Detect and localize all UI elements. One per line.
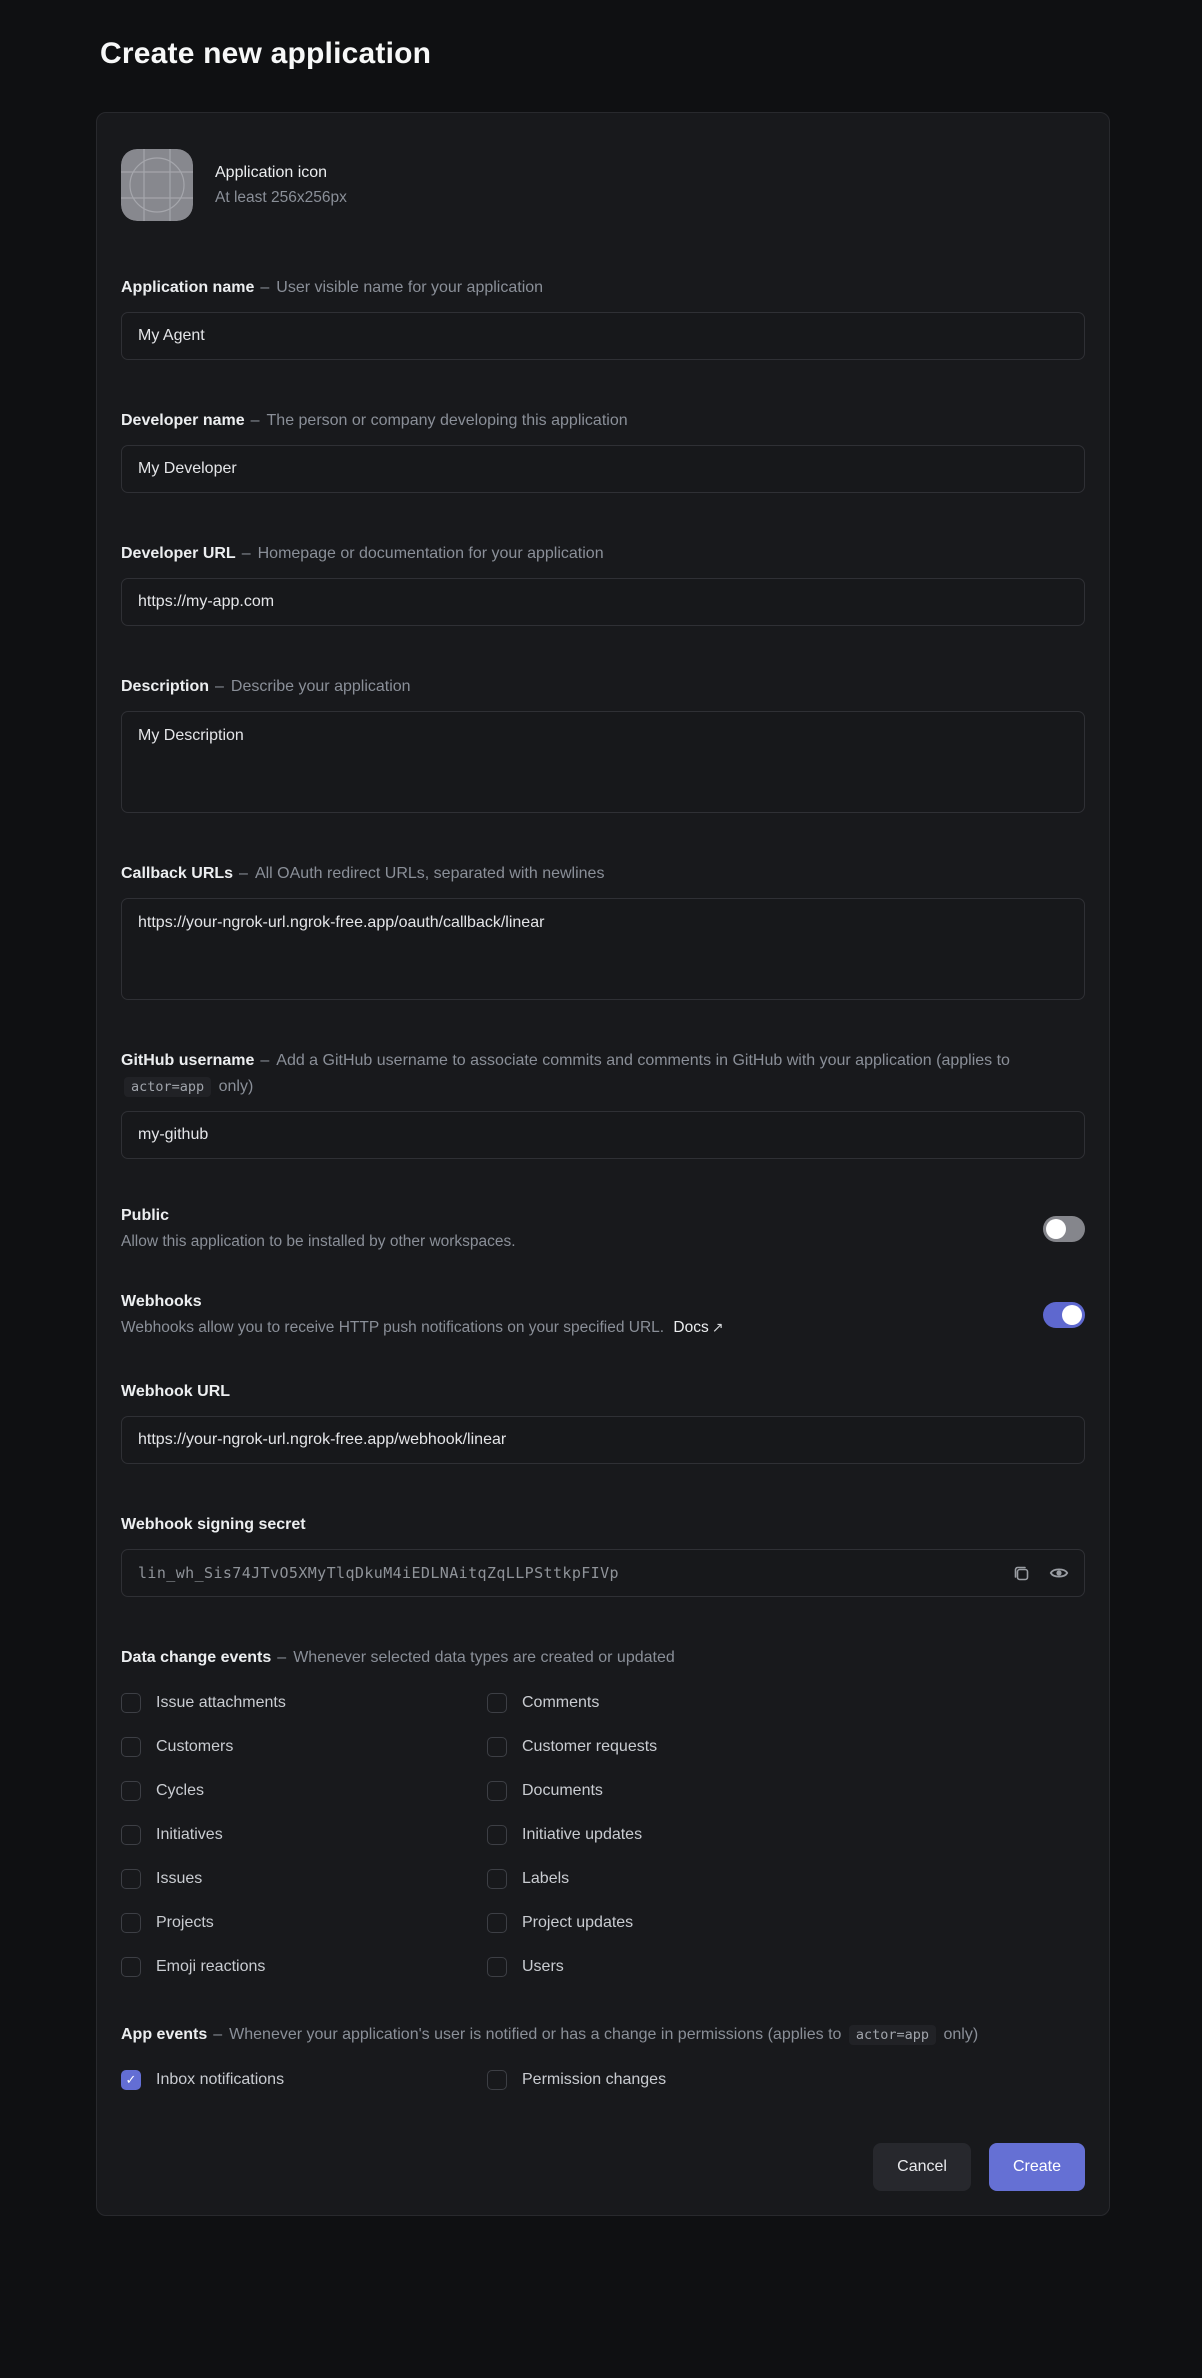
data-change-events-label: Data change events bbox=[121, 1649, 272, 1666]
field-application-name bbox=[121, 275, 1085, 360]
app-events-grid bbox=[121, 2068, 1085, 2091]
public-description: Allow this application to be installed by other workspaces. bbox=[121, 1233, 516, 1250]
app-icon-placeholder-icon bbox=[121, 149, 193, 221]
checkbox[interactable] bbox=[487, 1693, 507, 1713]
event-checkbox-row[interactable] bbox=[487, 1867, 1085, 1890]
github-username-hint-pre: Add a GitHub username to associate commits and comments in GitHub with your application (applies to bbox=[276, 1052, 1010, 1069]
checkbox[interactable] bbox=[121, 1869, 141, 1889]
copy-button[interactable] bbox=[1010, 1562, 1032, 1584]
copy-icon bbox=[1012, 1564, 1031, 1583]
checkbox[interactable] bbox=[121, 1825, 141, 1845]
events-column-1 bbox=[121, 1691, 487, 1978]
checkbox[interactable] bbox=[487, 1913, 507, 1933]
developer-name-label: Developer name bbox=[121, 412, 245, 429]
field-developer-url bbox=[121, 541, 1085, 626]
event-checkbox-row[interactable] bbox=[121, 1955, 487, 1978]
event-checkbox-row[interactable] bbox=[121, 1779, 487, 1802]
github-username-hint-post: only) bbox=[218, 1078, 254, 1095]
event-checkbox-row[interactable] bbox=[487, 1823, 1085, 1846]
webhook-url-label: Webhook URL bbox=[121, 1383, 231, 1400]
checkbox-label: Cycles bbox=[156, 1781, 205, 1799]
checkbox[interactable] bbox=[121, 1781, 141, 1801]
checkbox[interactable] bbox=[121, 1693, 141, 1713]
label-dash bbox=[277, 1649, 286, 1666]
app-events-label: App events bbox=[121, 2026, 208, 2043]
label-dash bbox=[260, 1052, 269, 1069]
public-toggle[interactable] bbox=[1043, 1216, 1085, 1242]
event-checkbox-row[interactable] bbox=[121, 1867, 487, 1890]
field-description bbox=[121, 674, 1085, 813]
checkbox[interactable] bbox=[121, 2070, 141, 2090]
github-username-input[interactable] bbox=[121, 1111, 1085, 1159]
webhook-secret-label: Webhook signing secret bbox=[121, 1516, 306, 1533]
page-title: Create new application bbox=[100, 37, 432, 70]
create-button[interactable]: Create bbox=[989, 2143, 1085, 2191]
event-checkbox-row[interactable] bbox=[121, 2068, 487, 2091]
data-change-events-hint: Whenever selected data types are created or updated bbox=[293, 1649, 675, 1666]
github-username-label: GitHub username bbox=[121, 1052, 255, 1069]
checkbox[interactable] bbox=[487, 1957, 507, 1977]
event-checkbox-row[interactable] bbox=[487, 1955, 1085, 1978]
create-application-form bbox=[96, 112, 1110, 2216]
label-dash bbox=[242, 545, 251, 562]
checkbox-label: Permission changes bbox=[522, 2070, 667, 2088]
external-link-icon bbox=[712, 1319, 724, 1335]
checkbox-label: Inbox notifications bbox=[156, 2070, 285, 2088]
event-checkbox-row[interactable] bbox=[487, 1691, 1085, 1714]
description-textarea[interactable] bbox=[121, 711, 1085, 813]
public-toggle-row bbox=[121, 1207, 1085, 1251]
public-label: Public bbox=[121, 1207, 170, 1224]
app-events-hint-pre: Whenever your application's user is notified or has a change in permissions (applies to bbox=[229, 2026, 842, 2043]
checkbox-label: Documents bbox=[522, 1781, 603, 1799]
checkbox-label: Labels bbox=[522, 1869, 570, 1887]
app-events-column-2 bbox=[487, 2068, 1085, 2091]
toggle-knob bbox=[1062, 1305, 1082, 1325]
label-dash bbox=[239, 865, 248, 882]
checkbox-label: Emoji reactions bbox=[156, 1957, 266, 1975]
application-icon-text bbox=[215, 164, 347, 207]
webhooks-description bbox=[121, 1319, 723, 1337]
app-events-column-1 bbox=[121, 2068, 487, 2091]
webhook-secret-input bbox=[121, 1549, 1085, 1597]
actor-app-code-chip: actor=app bbox=[124, 1077, 211, 1097]
description-hint: Describe your application bbox=[230, 678, 411, 695]
event-checkbox-row[interactable] bbox=[121, 1823, 487, 1846]
webhooks-toggle-text bbox=[121, 1293, 723, 1337]
field-callback-urls bbox=[121, 861, 1085, 1000]
events-column-2 bbox=[487, 1691, 1085, 1978]
application-icon-section bbox=[121, 149, 1085, 221]
label-dash bbox=[260, 279, 269, 296]
reveal-secret-button[interactable] bbox=[1048, 1562, 1070, 1584]
toggle-knob bbox=[1046, 1219, 1066, 1239]
actor-app-code-chip: actor=app bbox=[849, 2025, 936, 2045]
checkbox[interactable] bbox=[121, 1957, 141, 1977]
application-icon-upload[interactable] bbox=[121, 149, 193, 221]
event-checkbox-row[interactable] bbox=[121, 1911, 487, 1934]
application-name-label: Application name bbox=[121, 279, 255, 296]
label-dash bbox=[251, 412, 260, 429]
checkbox[interactable] bbox=[487, 1781, 507, 1801]
webhook-secret-value: lin_wh_Sis74JTvO5XMyTlqDkuM4iEDLNAitqZqLLPSttkpFIVp bbox=[138, 1564, 619, 1582]
docs-link[interactable]: Docs bbox=[673, 1319, 709, 1336]
app-events-hint-post: only) bbox=[943, 2026, 979, 2043]
data-change-events-grid bbox=[121, 1691, 1085, 1978]
field-webhook-secret bbox=[121, 1512, 1085, 1597]
event-checkbox-row[interactable] bbox=[121, 1691, 487, 1714]
eye-icon bbox=[1049, 1563, 1069, 1583]
checkbox[interactable] bbox=[487, 1825, 507, 1845]
checkbox-label: Initiative updates bbox=[522, 1825, 643, 1843]
webhook-url-input[interactable] bbox=[121, 1416, 1085, 1464]
checkbox-label: Project updates bbox=[522, 1913, 634, 1931]
webhooks-description-text: Webhooks allow you to receive HTTP push notifications on your specified URL. bbox=[121, 1319, 665, 1336]
form-footer bbox=[121, 2143, 1085, 2191]
developer-url-input[interactable] bbox=[121, 578, 1085, 626]
checkbox-label: Projects bbox=[156, 1913, 214, 1931]
description-label: Description bbox=[121, 678, 210, 695]
webhooks-toggle[interactable] bbox=[1043, 1302, 1085, 1328]
public-toggle-text bbox=[121, 1207, 516, 1251]
event-checkbox-row[interactable] bbox=[487, 1735, 1085, 1758]
developer-name-input[interactable] bbox=[121, 445, 1085, 493]
checkbox-label: Initiatives bbox=[156, 1825, 223, 1843]
field-webhook-url bbox=[121, 1379, 1085, 1464]
label-dash bbox=[215, 678, 224, 695]
checkbox[interactable] bbox=[121, 1913, 141, 1933]
developer-url-hint: Homepage or documentation for your application bbox=[257, 545, 604, 562]
label-dash bbox=[213, 2026, 222, 2043]
data-change-events-section bbox=[121, 1645, 1085, 1978]
checkbox-label: Comments bbox=[522, 1693, 600, 1711]
checkbox[interactable] bbox=[487, 1737, 507, 1757]
application-name-hint: User visible name for your application bbox=[276, 279, 544, 296]
developer-url-label: Developer URL bbox=[121, 545, 236, 562]
checkbox-label: Customers bbox=[156, 1737, 234, 1755]
application-icon-title: Application icon bbox=[215, 163, 328, 181]
event-checkbox-row[interactable] bbox=[487, 2068, 1085, 2091]
field-developer-name bbox=[121, 408, 1085, 493]
checkbox-label: Customer requests bbox=[522, 1737, 658, 1755]
application-icon-subtitle: At least 256x256px bbox=[215, 188, 347, 206]
app-events-section bbox=[121, 2022, 1085, 2091]
checkbox-label: Issue attachments bbox=[156, 1693, 286, 1711]
event-checkbox-row[interactable] bbox=[487, 1911, 1085, 1934]
checkbox-label: Issues bbox=[156, 1869, 203, 1887]
callback-urls-textarea[interactable] bbox=[121, 898, 1085, 1000]
event-checkbox-row[interactable] bbox=[487, 1779, 1085, 1802]
cancel-button[interactable]: Cancel bbox=[873, 2143, 971, 2191]
developer-name-hint: The person or company developing this application bbox=[266, 412, 628, 429]
callback-urls-label: Callback URLs bbox=[121, 865, 234, 882]
checkbox-label: Users bbox=[522, 1957, 564, 1975]
event-checkbox-row[interactable] bbox=[121, 1735, 487, 1758]
webhooks-toggle-row bbox=[121, 1293, 1085, 1337]
callback-urls-hint: All OAuth redirect URLs, separated with newlines bbox=[254, 865, 605, 882]
field-github-username bbox=[121, 1048, 1085, 1159]
checkbox[interactable] bbox=[487, 2070, 507, 2090]
webhooks-label: Webhooks bbox=[121, 1293, 202, 1310]
checkbox[interactable] bbox=[121, 1737, 141, 1757]
application-name-input[interactable] bbox=[121, 312, 1085, 360]
checkbox[interactable] bbox=[487, 1869, 507, 1889]
